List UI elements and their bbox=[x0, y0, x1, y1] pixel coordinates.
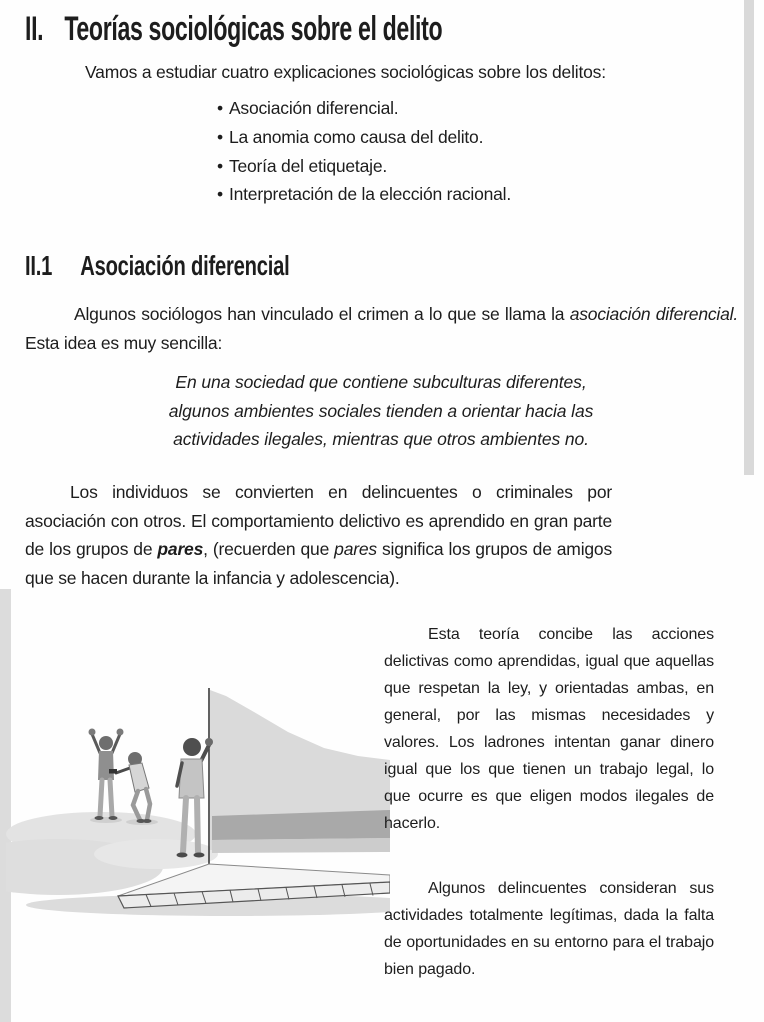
paragraph-text: Algunos sociólogos han vinculado el crimen a lo que se llama la bbox=[74, 304, 570, 324]
bullet-item bbox=[217, 180, 511, 209]
bullet-label: Teoría del etiquetaje. bbox=[228, 155, 388, 176]
bullet-icon: • bbox=[217, 98, 223, 118]
subsection-number: II.1 bbox=[25, 250, 53, 281]
bullet-list bbox=[217, 94, 511, 209]
intro-paragraph: Vamos a estudiar cuatro explicaciones sociológicas sobre los delitos: bbox=[85, 62, 606, 82]
paragraph-text: , (recuerden que bbox=[203, 539, 335, 560]
wall bbox=[209, 688, 390, 864]
paragraph-italic-term: asociación diferencial. bbox=[569, 304, 738, 324]
paragraph-association bbox=[25, 300, 738, 357]
column-paragraph-theory: Esta teoría concibe las acciones delictivas como aprendidas, igual que aquellas que respetan la ley, y orientadas ambas, en general, por las mismas necesidades y valores. Los ladrones intentan ganar dinero igual que los que tienen un trabajo legal, lo que ocurre es que eligen modos ilegales de hacerlo. bbox=[384, 626, 714, 832]
bullet-label: La anomia como causa del delito. bbox=[228, 126, 484, 147]
scan-edge-strip-right bbox=[744, 0, 754, 475]
paragraph-text: Los individuos se convierten en delincuentes o criminales por asociación con otros. El comportamiento delictivo es aprendido en gran parte de los grupos de bbox=[25, 482, 612, 560]
bullet-icon: • bbox=[217, 184, 223, 205]
bullet-label: Asociación diferencial. bbox=[228, 98, 399, 118]
subsection-heading bbox=[25, 251, 289, 281]
street-robbery-illustration bbox=[6, 612, 390, 917]
quote-block bbox=[138, 368, 624, 454]
page-title-number: II. bbox=[25, 10, 44, 48]
bullet-icon: • bbox=[217, 155, 223, 176]
bullet-item bbox=[217, 123, 511, 152]
page-title-text: Teorías sociológicas sobre el delito bbox=[64, 10, 443, 48]
quote-line: En una sociedad que contiene subculturas diferentes, bbox=[175, 372, 587, 392]
paragraph-bold-italic-term: pares bbox=[157, 539, 204, 560]
lookout-figure bbox=[177, 738, 214, 858]
quote-line: algunos ambientes sociales tienden a orientar hacia las bbox=[168, 400, 594, 421]
bullet-icon: • bbox=[217, 126, 223, 147]
page-title bbox=[25, 10, 442, 48]
paragraph-italic-term: pares bbox=[334, 539, 377, 560]
paragraph-text: significa los grupos de amigos que se hacen durante la infancia y adolescencia). bbox=[25, 539, 612, 588]
column-paragraph-legitimacy: Algunos delincuentes consideran sus actividades totalmente legítimas, dada la falta de oportunidades en su entorno para el trabajo bien pagado. bbox=[384, 880, 714, 978]
bullet-label: Interpretación de la elección racional. bbox=[228, 184, 512, 205]
subsection-title: Asociación diferencial bbox=[80, 250, 290, 281]
quote-line: actividades ilegales, mientras que otros ambientes no. bbox=[173, 429, 589, 449]
bullet-item bbox=[217, 94, 511, 123]
paragraph-individuals bbox=[25, 478, 612, 592]
bullet-item bbox=[217, 152, 511, 181]
gun-icon bbox=[109, 769, 117, 774]
victim-figure bbox=[89, 729, 124, 824]
paragraph-text: Esta idea es muy sencilla: bbox=[25, 332, 223, 353]
right-text-column bbox=[384, 621, 714, 983]
